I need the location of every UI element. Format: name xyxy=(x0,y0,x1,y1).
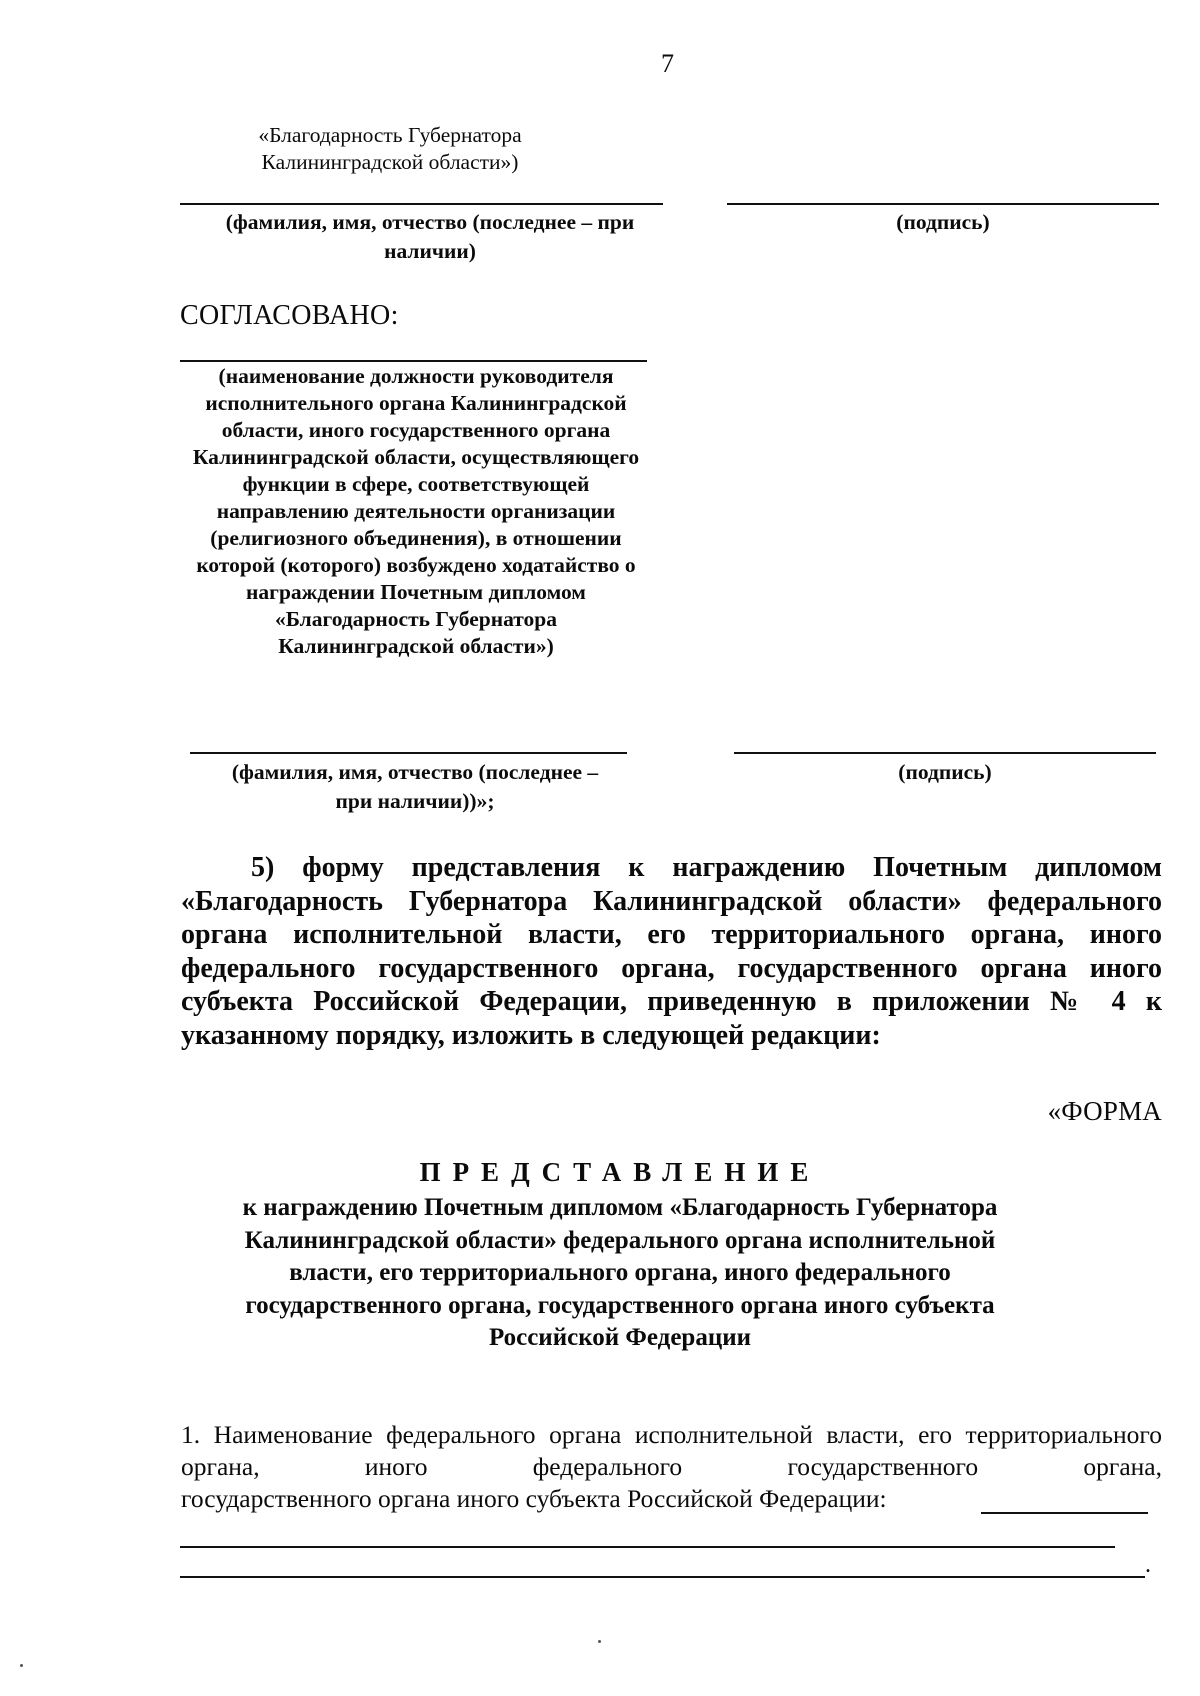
header-caption xyxy=(180,122,600,176)
name-caption-2: (фамилия, имя, отчество (последнее – при наличии))»; xyxy=(231,760,599,813)
representation-subtitle: к награждению Почетным дипломом «Благодарность Губернатора Калининградской области» федерального органа исполнительной власти, его территориального органа, иного федерального государственного органа, государственного органа иного субъекта Российской Федерации xyxy=(242,1194,998,1351)
page-number: 7 xyxy=(661,49,674,78)
name-line-1 xyxy=(180,203,663,205)
scan-artifact-dot xyxy=(598,1640,601,1643)
signature-caption-2: (подпись) xyxy=(898,760,992,784)
representation-title: ПРЕДСТАВЛЕНИЕ xyxy=(419,1157,821,1187)
name-line-2 xyxy=(190,752,627,754)
signature-caption-1: (подпись) xyxy=(896,210,990,234)
paragraph-5 xyxy=(181,851,1162,1053)
item-1-text: 1. Наименование федерального органа исполнительной власти, его территориального органа, иного федерального государственного органа, xyxy=(181,1420,1162,1481)
agreed-heading: СОГЛАСОВАНО: xyxy=(180,300,399,331)
position-caption: (наименование должности руководителя исполнительного органа Калининградской области, иного государственного органа Калининградской области, осуществляющего функции в сфере, соответствующей направлению деятельности организации (религиозного объединения), в отношении которой (которого) возбуждено ходатайство о награждении Почетным дипломом «Благодарность Губернатора Калининградской области») xyxy=(192,364,640,658)
item-1-last-line: государственного органа иного субъекта Российской Федерации: xyxy=(181,1484,887,1513)
position-line xyxy=(180,360,647,362)
paragraph-5-text: 5) форму представления к награждению Почетным дипломом «Благодарность Губернатора Калининградской области» федерального органа исполнительной власти, его территориального органа, иного федерального государственного органа, государственного органа иного субъекта Российской Федерации, приведенную в приложении № 4 к указанному порядку, изложить в следующей редакции: xyxy=(181,852,1162,1051)
signature-line-2 xyxy=(734,752,1156,754)
fill-line-period: . xyxy=(1145,1552,1151,1578)
signature-line-1 xyxy=(727,203,1159,205)
name-caption-1: (фамилия, имя, отчество (последнее – при наличии) xyxy=(225,210,635,263)
fill-line-3 xyxy=(180,1576,1145,1578)
scan-artifact-dot xyxy=(20,1664,23,1667)
fill-line-1 xyxy=(981,1512,1148,1514)
form-label: «ФОРМА xyxy=(1047,1096,1162,1126)
header-caption-text: «Благодарность Губернатора Калининградской области») xyxy=(258,123,522,174)
fill-line-2 xyxy=(180,1546,1115,1548)
